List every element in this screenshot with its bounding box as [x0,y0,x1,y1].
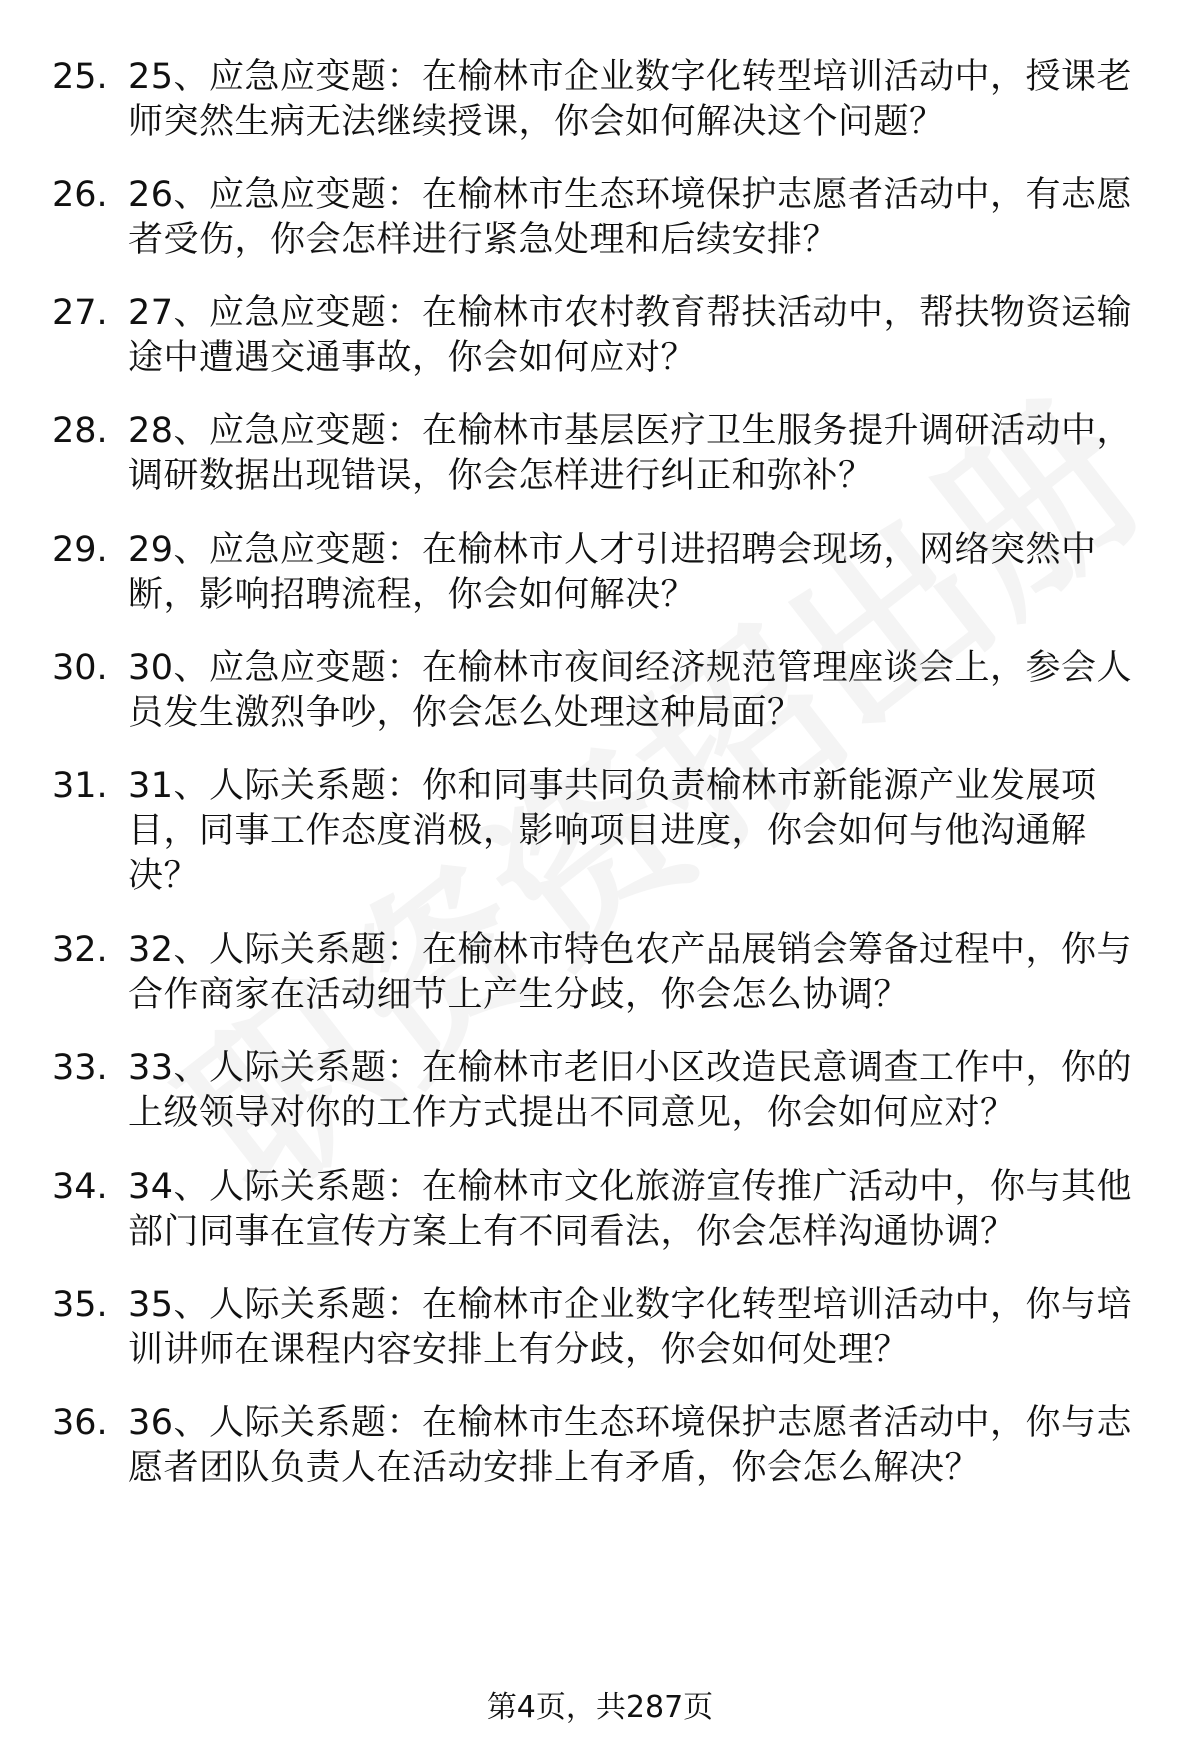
item-text [128,1165,1148,1255]
item-line: 32、人际关系题：在榆林市特色农产品展销会筹备过程中，你与 [128,930,1133,970]
item-line: 25、应急应变题：在榆林市企业数字化转型培训活动中，授课老 [128,57,1133,97]
item-line: 26、应急应变题：在榆林市生态环境保护志愿者活动中，有志愿 [128,175,1133,215]
item-line: 27、应急应变题：在榆林市农村教育帮扶活动中，帮扶物资运输 [128,293,1133,333]
item-text [128,764,1148,899]
item-line: 28、应急应变题：在榆林市基层医疗卫生服务提升调研活动中， [128,411,1133,451]
item-number: 31. [52,766,108,806]
item-line: 上级领导对你的工作方式提出不同意见，你会如何应对？ [128,1093,1016,1133]
item-text [128,173,1148,263]
item-line: 36、人际关系题：在榆林市生态环境保护志愿者活动中，你与志 [128,1403,1133,1443]
item-line: 师突然生病无法继续授课，你会如何解决这个问题？ [128,102,945,142]
item-number: 32. [52,930,108,970]
item-line: 调研数据出现错误，你会怎样进行纠正和弥补？ [128,456,874,496]
item-line: 30、应急应变题：在榆林市夜间经济规范管理座谈会上，参会人 [128,648,1133,688]
item-number: 33. [52,1048,108,1088]
item-number: 30. [52,648,108,688]
item-number: 36. [52,1403,108,1443]
item-number: 35. [52,1285,108,1325]
item-line: 部门同事在宣传方案上有不同看法，你会怎样沟通协调？ [128,1212,1016,1252]
item-line: 29、应急应变题：在榆林市人才引进招聘会现场，网络突然中 [128,530,1097,570]
item-text [128,528,1148,618]
item-text [128,928,1148,1018]
item-number: 27. [52,293,108,333]
item-number: 26. [52,175,108,215]
item-line: 途中遭遇交通事故，你会如何应对？ [128,338,697,378]
item-line: 33、人际关系题：在榆林市老旧小区改造民意调查工作中，你的 [128,1048,1133,1088]
item-text [128,55,1148,145]
item-line: 训讲师在课程内容安排上有分歧，你会如何处理？ [128,1330,910,1370]
item-line: 合作商家在活动细节上产生分歧，你会怎么协调？ [128,975,910,1015]
item-line: 决？ [128,856,200,896]
item-text [128,409,1148,499]
item-text [128,291,1148,381]
item-line: 34、人际关系题：在榆林市文化旅游宣传推广活动中，你与其他 [128,1167,1133,1207]
item-number: 34. [52,1167,108,1207]
item-number: 29. [52,530,108,570]
item-line: 31、人际关系题：你和同事共同负责榆林市新能源产业发展项 [128,766,1097,806]
item-text [128,1046,1148,1136]
item-line: 者受伤，你会怎样进行紧急处理和后续安排？ [128,220,839,260]
item-number: 28. [52,411,108,451]
item-number: 25. [52,57,108,97]
item-line: 员发生激烈争吵，你会怎么处理这种局面？ [128,693,803,733]
item-text [128,646,1148,736]
item-line: 目，同事工作态度消极，影响项目进度，你会如何与他沟通解 [128,811,1087,851]
item-line: 35、人际关系题：在榆林市企业数字化转型培训活动中，你与培 [128,1285,1133,1325]
item-text [128,1283,1148,1373]
item-line: 愿者团队负责人在活动安排上有矛盾，你会怎么解决？ [128,1448,981,1488]
page-footer: 第4页，共287页 [486,1690,714,1725]
item-line: 断，影响招聘流程，你会如何解决？ [128,575,697,615]
item-text [128,1401,1148,1491]
